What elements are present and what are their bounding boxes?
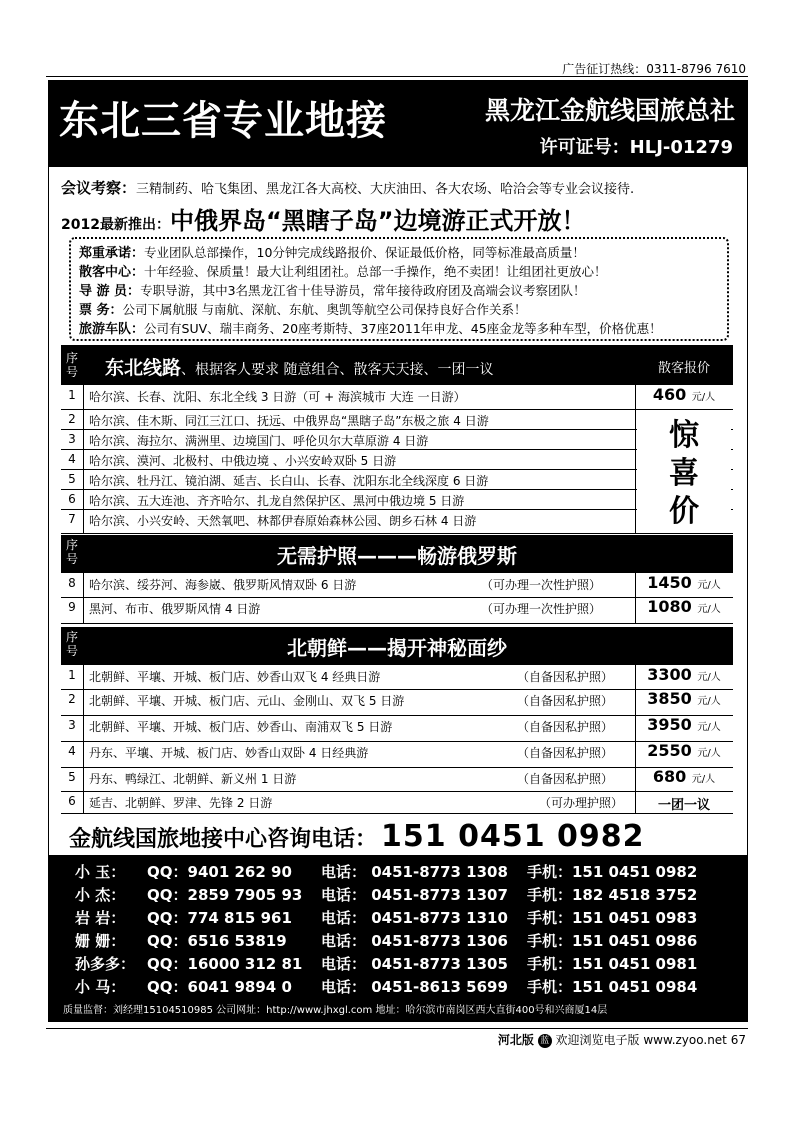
price-value: 1450	[647, 573, 692, 592]
serial-divider	[83, 665, 84, 813]
contact-row	[49, 953, 747, 976]
contacts-panel	[49, 855, 747, 1021]
contact-mobile: 手机：151 0451 0986	[527, 932, 698, 950]
contact-row	[49, 976, 747, 999]
magazine-logo-icon: 蓝	[538, 1034, 552, 1048]
contact-qq: QQ：6516 53819	[147, 932, 287, 950]
route-note: （自备因私护照）	[517, 720, 614, 734]
contact-mobile: 手机：151 0451 0984	[527, 978, 698, 996]
contact-tel: 电话： 0451-8773 1310	[321, 909, 508, 927]
route-text: 哈尔滨、长春、沈阳、东北全线 3 日游（可 + 海滨城市 大连 一日游）	[89, 390, 466, 404]
commitment-text: 公司下属航服 与南航、深航、东航、奥凯等航空公司保持良好合作关系！	[122, 302, 527, 317]
section3-title: 北朝鲜——揭开神秘面纱	[287, 636, 507, 660]
commitment-text: 十年经验、保质量！最大让利组团社。总部一手操作，绝不卖团！让组团社更放心！	[144, 264, 607, 279]
serial-divider	[83, 573, 84, 623]
contact-tel: 电话： 0451-8773 1308	[321, 863, 508, 881]
section1-title-text: 东北线路	[105, 357, 182, 379]
route-note: （自备因私护照）	[517, 746, 614, 760]
bottom-rule	[46, 1028, 748, 1029]
commitment-line	[79, 299, 527, 318]
route-text: 哈尔滨、小兴安岭、天然氧吧、林都伊春原始森林公园、朗乡石林 4 日游	[89, 514, 477, 528]
commitment-label: 票 务：	[79, 303, 123, 318]
route-row	[61, 489, 733, 510]
price-unit: 元/人	[691, 774, 716, 785]
route-text: 北朝鲜、平壤、开城、板门店、元山、金刚山、双飞 5 日游	[89, 694, 405, 708]
contact-tel: 电话： 0451-8773 1305	[321, 955, 508, 973]
section1-subtitle: 、根据客人要求 随意组合、散客天天接、一团一议	[181, 362, 494, 378]
contact-qq: QQ：16000 312 81	[147, 955, 303, 973]
commitments-box	[69, 237, 729, 341]
section1-title	[105, 353, 493, 380]
route-text: 哈尔滨、五大连池、齐齐哈尔、扎龙自然保护区、黑河中俄边境 5 日游	[89, 494, 465, 508]
serial-header: 序 号	[65, 351, 78, 379]
route-row	[61, 449, 733, 470]
consult-line	[69, 819, 645, 854]
route-row	[61, 741, 733, 768]
contact-name: 孙多多：	[75, 955, 136, 973]
price-value: 680	[652, 767, 687, 786]
price-value: 2550	[647, 741, 692, 760]
route-price	[635, 597, 733, 616]
route-price	[635, 794, 733, 813]
header-banner	[49, 81, 747, 167]
route-text: 哈尔滨、牡丹江、镜泊湖、延吉、长白山、长春、沈阳东北全线深度 6 日游	[89, 474, 489, 488]
serial-header: 序 号	[65, 630, 78, 658]
commitment-text: 专职导游，其中3名黑龙江省十佳导游员，常年接待政府团及高端会议考察团队！	[140, 283, 586, 298]
route-row	[61, 597, 733, 624]
contact-name: 小 马：	[75, 978, 126, 996]
route-number: 4	[68, 452, 76, 466]
contact-name: 小 杰：	[75, 886, 126, 904]
commitment-line	[79, 261, 607, 280]
route-price	[635, 573, 733, 592]
price-value: 1080	[647, 597, 692, 616]
route-number: 5	[68, 770, 76, 784]
route-number: 6	[68, 492, 76, 506]
route-row	[61, 409, 733, 430]
promo-headline: 中俄界岛“黑瞎子岛”边境游正式开放！	[169, 207, 586, 235]
route-row	[61, 385, 733, 410]
page-number: 67	[730, 1033, 746, 1047]
route-note: （自备因私护照）	[517, 670, 614, 684]
route-note: （可办理一次性护照）	[481, 602, 602, 616]
contact-tel: 电话： 0451-8773 1306	[321, 932, 508, 950]
route-note: （自备因私护照）	[517, 772, 614, 786]
price-divider	[635, 665, 636, 813]
main-title: 东北三省专业地接	[59, 98, 387, 144]
contact-mobile: 手机：151 0451 0982	[527, 863, 698, 881]
route-text: 丹东、平壤、开城、板门店、妙香山双卧 4 日经典游	[89, 746, 369, 760]
commitment-text: 专业团队总部操作，10分钟完成线路报价、保证最低价格，同等标准最高质量！	[144, 245, 585, 260]
website-text: 欢迎浏览电子版 www.zyoo.net	[555, 1033, 727, 1047]
route-note: （可办理护照）	[539, 796, 624, 810]
contact-name: 岩 岩：	[75, 909, 126, 927]
route-text: 北朝鲜、平壤、开城、板门店、妙香山双飞 4 经典日游	[89, 670, 381, 684]
contact-row	[49, 907, 747, 930]
contact-name: 姗 姗：	[75, 932, 126, 950]
route-number: 7	[68, 512, 76, 526]
route-text: 哈尔滨、绥芬河、海参崴、俄罗斯风情双卧 6 日游	[89, 578, 357, 592]
ad-frame	[48, 80, 748, 1022]
route-text: 丹东、鸭绿江、北朝鲜、新义州 1 日游	[89, 772, 297, 786]
route-row	[61, 715, 733, 742]
commitment-label: 旅游车队：	[79, 322, 145, 337]
commitment-line	[79, 318, 662, 337]
section2-header	[61, 535, 733, 573]
contact-row	[49, 861, 747, 884]
surprise-char: 惊 喜 价	[669, 418, 699, 529]
contact-tel: 电话： 0451-8613 5699	[321, 978, 508, 996]
price-value: 3300	[647, 665, 692, 684]
route-row	[61, 429, 733, 450]
section3-header	[61, 627, 733, 665]
contact-mobile: 手机：182 4518 3752	[527, 886, 698, 904]
page-footer	[498, 1031, 746, 1048]
price-unit: 元/人	[691, 392, 716, 403]
route-row	[61, 469, 733, 490]
route-number: 4	[68, 744, 76, 758]
section1-header	[61, 345, 733, 385]
route-number: 6	[68, 794, 76, 808]
price-unit: 元/人	[697, 672, 721, 683]
contact-mobile: 手机：151 0451 0983	[527, 909, 698, 927]
commitment-line	[79, 280, 586, 299]
price-unit: 元/人	[697, 748, 721, 759]
company-name: 黑龙江金航线国旅总社	[484, 96, 735, 125]
price-value: 3850	[647, 689, 692, 708]
contact-name: 小 玉：	[75, 863, 126, 881]
company-footer-line: 质量监督：刘经理15104510985 公司网址：http://www.jhxgl.com 地址：哈尔滨市南岗区西大直街400号和兴商厦14层	[63, 1005, 608, 1016]
contact-mobile: 手机：151 0451 0981	[527, 955, 698, 973]
price-divider	[635, 573, 636, 623]
consult-phone: 151 0451 0982	[381, 819, 645, 854]
commitment-line	[79, 242, 585, 261]
meeting-line	[61, 177, 634, 198]
price-value: 3950	[647, 715, 692, 734]
route-number: 3	[68, 718, 76, 732]
route-text: 黑河、布市、俄罗斯风情 4 日游	[89, 602, 261, 616]
route-text: 北朝鲜、平壤、开城、板门店、妙香山、南浦双飞 5 日游	[89, 720, 393, 734]
top-rule	[46, 76, 748, 77]
meeting-label: 会议考察：	[61, 179, 137, 197]
route-number: 8	[68, 576, 76, 590]
route-text: 哈尔滨、佳木斯、同江三江口、抚远、中俄界岛“黑瞎子岛”东极之旅 4 日游	[89, 414, 489, 428]
price-unit: 元/人	[697, 696, 721, 707]
route-row	[61, 767, 733, 792]
route-price	[635, 767, 733, 786]
contact-qq: QQ：6041 9894 0	[147, 978, 292, 996]
commitment-label: 郑重承诺：	[79, 246, 145, 261]
commitment-text: 公司有SUV、瑞丰商务、20座考斯特、37座2011年申龙、45座金龙等多种车型，价格优惠！	[144, 321, 662, 336]
commitment-label: 散客中心：	[79, 265, 145, 280]
contact-qq: QQ：2859 7905 93	[147, 886, 303, 904]
price-value: 460	[652, 385, 687, 404]
route-price	[635, 665, 733, 684]
route-text: 延吉、北朝鲜、罗津、先锋 2 日游	[89, 796, 273, 810]
route-row	[61, 509, 733, 534]
contact-qq: QQ：9401 262 90	[147, 863, 292, 881]
routes-table	[61, 345, 733, 815]
price-divider	[635, 385, 636, 533]
route-text: 哈尔滨、海拉尔、满洲里、边境国门、呼伦贝尔大草原游 4 日游	[89, 434, 429, 448]
ad-hotline: 广告征订热线：0311-8796 7610	[562, 62, 746, 76]
route-number: 3	[68, 432, 76, 446]
contact-qq: QQ：774 815 961	[147, 909, 292, 927]
promo-prefix: 2012最新推出：	[61, 217, 170, 233]
promo-line	[61, 201, 586, 236]
edition-label: 河北版	[497, 1033, 534, 1047]
route-row	[61, 689, 733, 716]
route-note: （自备因私护照）	[517, 694, 614, 708]
contact-row	[49, 930, 747, 953]
route-text: 哈尔滨、漠河、北极村、中俄边境 、小兴安岭双卧 5 日游	[89, 454, 397, 468]
route-number: 5	[68, 472, 76, 486]
route-number: 2	[68, 692, 76, 706]
route-row	[61, 665, 733, 690]
route-row	[61, 573, 733, 598]
price-value: 一团一议	[657, 798, 710, 813]
serial-divider	[83, 385, 84, 533]
meeting-text: 三精制药、哈飞集团、黑龙江各大高校、大庆油田、各大农场、哈洽会等专业会议接待.	[136, 182, 635, 197]
route-price	[635, 385, 733, 404]
contact-tel: 电话： 0451-8773 1307	[321, 886, 508, 904]
price-unit: 元/人	[697, 722, 721, 733]
price-header: 散客报价	[657, 361, 710, 376]
route-row	[61, 791, 733, 814]
route-number: 1	[68, 388, 76, 402]
price-unit: 元/人	[697, 580, 721, 591]
route-number: 2	[68, 412, 76, 426]
contact-row	[49, 884, 747, 907]
route-price	[635, 689, 733, 708]
section2-title: 无需护照———畅游俄罗斯	[277, 544, 517, 568]
route-note: （可办理一次性护照）	[481, 578, 602, 592]
commitment-label: 导 游 员：	[79, 284, 141, 299]
surprise-price-label	[637, 415, 731, 533]
serial-header: 序 号	[65, 538, 78, 566]
route-price	[635, 715, 733, 734]
route-number: 1	[68, 668, 76, 682]
price-unit: 元/人	[697, 604, 721, 615]
consult-label: 金航线国旅地接中心咨询电话：	[69, 827, 378, 852]
route-price	[635, 741, 733, 760]
route-number: 9	[68, 600, 76, 614]
license-number: 许可证号：HLJ-01279	[539, 137, 733, 158]
